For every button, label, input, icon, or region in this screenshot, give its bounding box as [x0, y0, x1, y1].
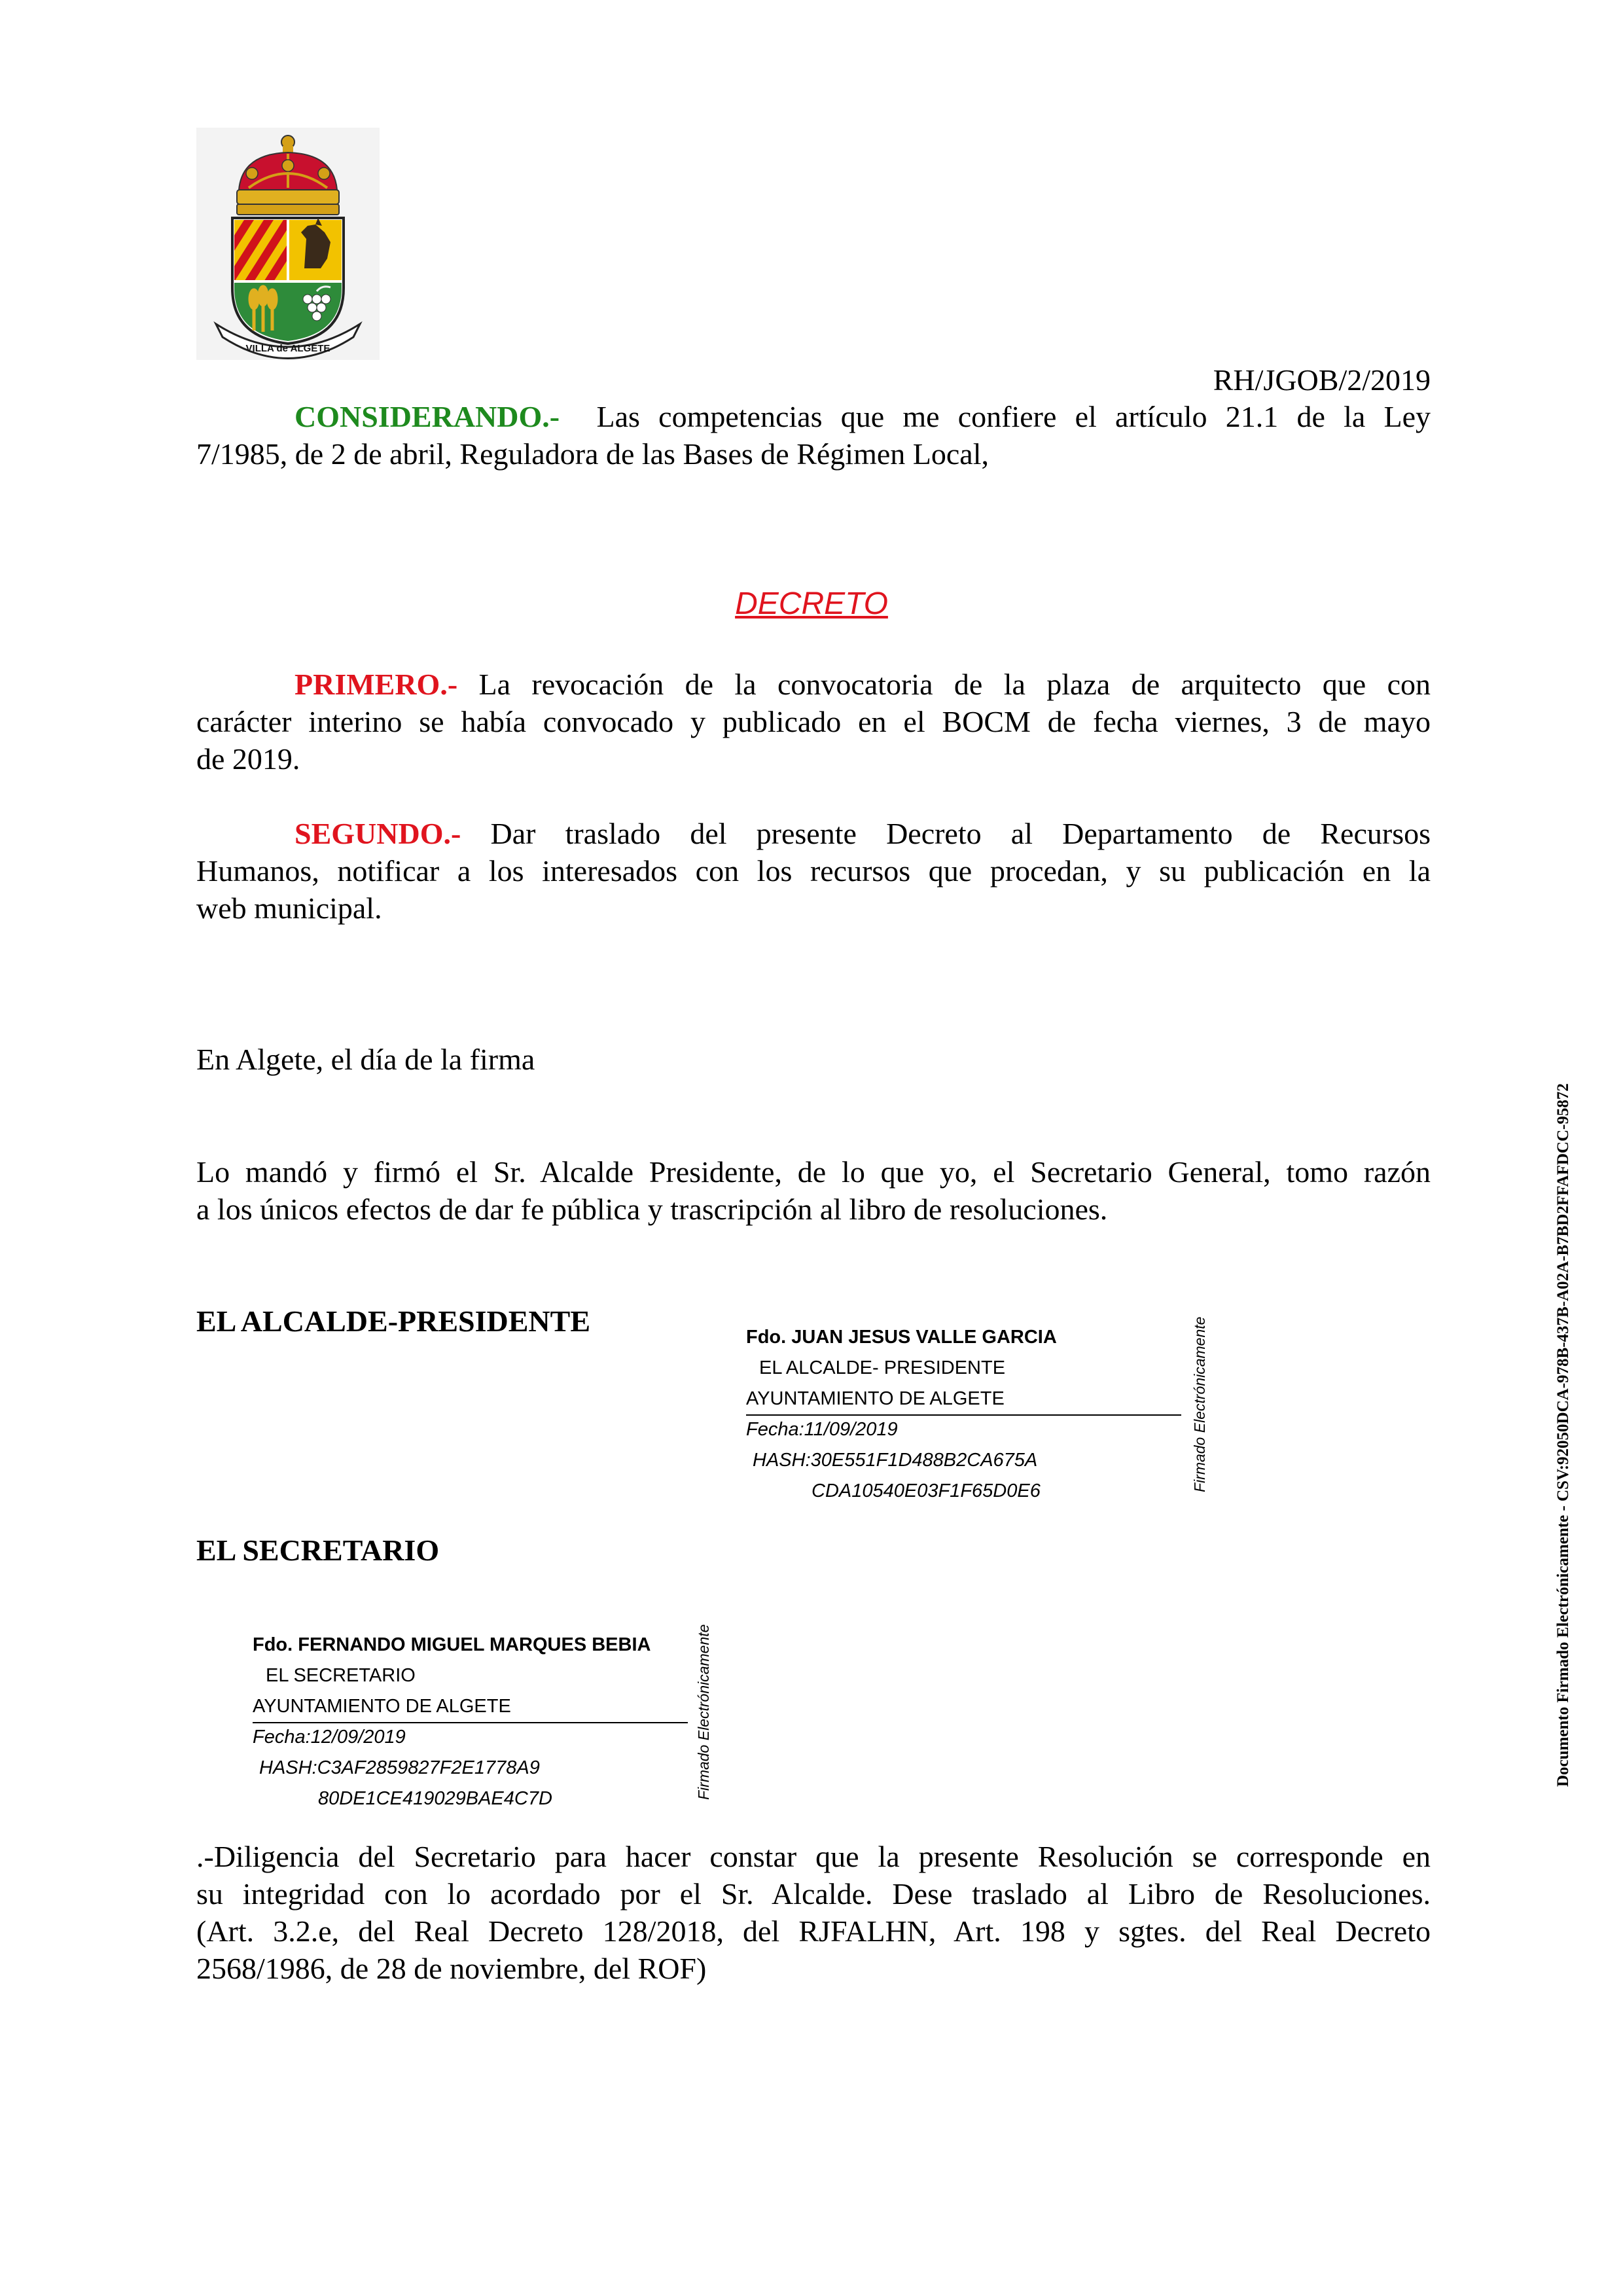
mando-line-1: Lo mandó y firmó el Sr. Alcalde Presidente, de lo que yo, el Secretario General, tomo razón	[196, 1155, 1431, 1189]
mando-paragraph	[196, 1153, 1431, 1228]
alcalde-sig-name: Fdo. JUAN JESUS VALLE GARCIA	[746, 1327, 1057, 1348]
alcalde-sig-date: Fecha:11/09/2019	[746, 1419, 898, 1440]
primero-line-1	[196, 666, 1431, 703]
primero-line-2: carácter interino se había convocado y publicado en el BOCM de fecha viernes, 3 de mayo	[196, 705, 1431, 738]
diligencia-line-3: (Art. 3.2.e, del Real Decreto 128/2018, del RJFALHN, Art. 198 y sgtes. del Real Decreto	[196, 1914, 1431, 1948]
segundo-line-1	[196, 815, 1431, 852]
logo-caption: VILLA de ALGETE	[245, 343, 330, 354]
segundo-line-3: web municipal.	[196, 891, 382, 925]
secretario-sig-hash-2: 80DE1CE419029BAE4C7D	[318, 1788, 552, 1809]
considerando-paragraph	[196, 398, 1431, 473]
side-csv-text: Documento Firmado Electrónicamente - CSV:92050DCA-978B-437B-A02A-B7BD2FFAFDCC-95872	[1554, 1083, 1572, 1787]
decreto-title	[0, 586, 1623, 622]
segundo-text-1: Dar traslado del presente Decreto al Departamento de Recursos	[490, 817, 1431, 850]
secretario-signature-block	[253, 1630, 711, 1809]
primero-paragraph	[196, 666, 1431, 778]
secretario-heading: EL SECRETARIO	[196, 1534, 440, 1567]
secretario-sig-date: Fecha:12/09/2019	[253, 1727, 406, 1748]
diligencia-paragraph	[196, 1838, 1431, 1987]
diligencia-line-1: .-Diligencia del Secretario para hacer constar que la presente Resolución se corresponde en	[196, 1840, 1431, 1873]
secretario-sig-hash-1: HASH:C3AF2859827F2E1778A9	[259, 1757, 540, 1778]
alcalde-heading: EL ALCALDE-PRESIDENTE	[196, 1304, 590, 1338]
alcalde-signature-block	[746, 1322, 1204, 1501]
alcalde-sig-org: AYUNTAMIENTO DE ALGETE	[746, 1388, 1005, 1409]
alcalde-sig-hash-2: CDA10540E03F1F65D0E6	[812, 1480, 1041, 1501]
alcalde-sig-hash-1: HASH:30E551F1D488B2CA675A	[753, 1450, 1038, 1471]
secretario-sig-stamp: Firmado Electrónicamente	[695, 1624, 712, 1800]
reference-number: RH/JGOB/2/2019	[1213, 363, 1431, 397]
diligencia-line-4: 2568/1986, de 28 de noviembre, del ROF)	[196, 1952, 707, 1985]
primero-text-1: La revocación de la convocatoria de la plaza de arquitecto que con	[478, 668, 1431, 701]
decreto-title-text: DECRETO	[735, 586, 888, 621]
mando-line-2: a los únicos efectos de dar fe pública y trascripción al libro de resoluciones.	[196, 1193, 1108, 1226]
place-date: En Algete, el día de la firma	[196, 1043, 535, 1076]
segundo-label: SEGUNDO.-	[294, 817, 461, 850]
coat-of-arms-icon	[196, 128, 380, 360]
coat-of-arms-logo	[196, 128, 380, 360]
secretario-sig-role: EL SECRETARIO	[266, 1665, 416, 1686]
considerando-line-1	[196, 398, 1431, 435]
segundo-paragraph	[196, 815, 1431, 927]
considerando-text-1: Las competencias que me confiere el artículo 21.1 de la Ley	[596, 400, 1431, 433]
secretario-sig-name: Fdo. FERNANDO MIGUEL MARQUES BEBIA	[253, 1634, 651, 1655]
considerando-label: CONSIDERANDO.-	[294, 400, 560, 433]
primero-label: PRIMERO.-	[294, 668, 458, 701]
considerando-line-2: 7/1985, de 2 de abril, Reguladora de las Bases de Régimen Local,	[196, 437, 989, 471]
alcalde-sig-role: EL ALCALDE- PRESIDENTE	[759, 1357, 1006, 1378]
alcalde-sig-stamp: Firmado Electrónicamente	[1191, 1316, 1208, 1492]
diligencia-line-2: su integridad con lo acordado por el Sr. Alcalde. Dese traslado al Libro de Resoluciones.	[196, 1877, 1431, 1910]
primero-line-3: de 2019.	[196, 742, 300, 776]
secretario-sig-org: AYUNTAMIENTO DE ALGETE	[253, 1696, 511, 1717]
segundo-line-2: Humanos, notificar a los interesados con los recursos que procedan, y su publicación en la	[196, 854, 1431, 888]
